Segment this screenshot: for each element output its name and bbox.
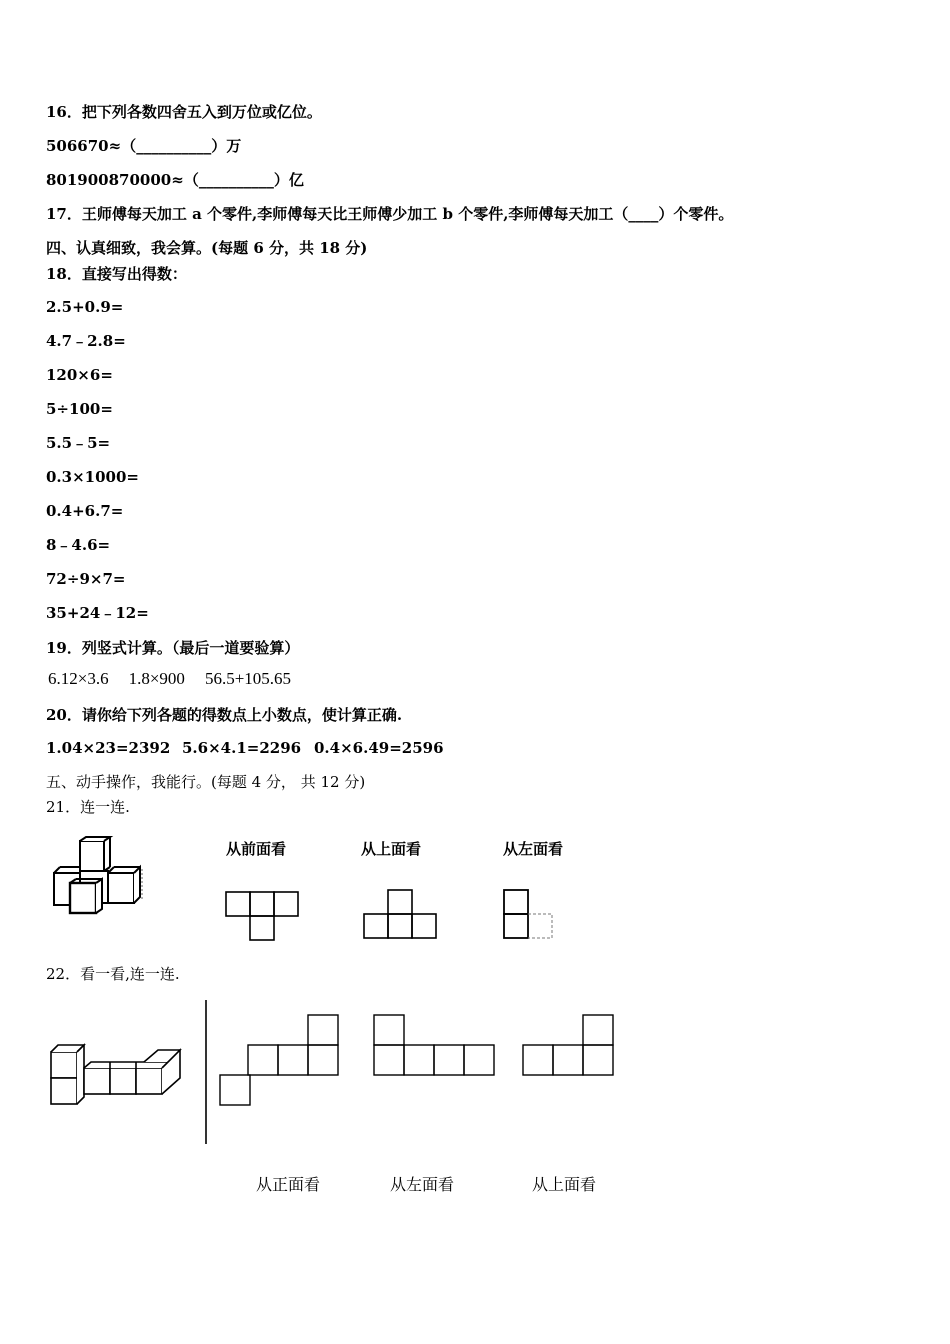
q21-left-view (502, 888, 556, 942)
q18-item: 5.5﹣5= (46, 434, 111, 452)
q19-item: 1.8×900 (128, 669, 185, 688)
q19-title: 19．列竖式计算。（最后一道要验算） (46, 639, 300, 657)
q22-view-label: 从上面看 (532, 1175, 597, 1194)
section5-title: 五、动手操作，我能行。(每题 4 分， 共 12 分) (46, 773, 366, 791)
q17-text: 17．王师傅每天加工 a 个零件,李师傅每天比王师傅少加工 b 个零件,李师傅每天加工（____）个零件。 (46, 205, 734, 223)
q18-item: 5÷100= (46, 400, 113, 418)
q21-view-label: 从左面看 (503, 840, 564, 858)
section4-title: 四、认真细致，我会算。(每题 6 分，共 18 分) (46, 239, 368, 257)
q20-title: 20．请你给下列各题的得数点上小数点，使计算正确. (46, 706, 403, 724)
q21-front-view (224, 890, 328, 942)
q22-view-c (521, 1013, 617, 1077)
q22-view-b (372, 1013, 498, 1077)
q19-item: 56.5+105.65 (204, 669, 292, 688)
q22-view-label: 从正面看 (256, 1175, 321, 1194)
q16-line1: 506670≈（__________）万 (46, 137, 242, 155)
q21-title: 21．连一连. (46, 798, 130, 816)
q19-items (48, 669, 291, 689)
q21-top-view (362, 888, 440, 942)
q16-line2: 801900870000≈（__________）亿 (46, 171, 304, 189)
q21-view-label: 从前面看 (226, 840, 287, 858)
q19-item: 6.12×3.6 (48, 669, 109, 688)
q21-view-label: 从上面看 (361, 840, 422, 858)
q20-item: 5.6×4.1=2296 (182, 739, 302, 757)
q18-item: 72÷9×7= (46, 570, 126, 588)
q22-solid-figure (48, 1042, 186, 1108)
q18-item: 4.7﹣2.8= (46, 332, 126, 350)
q18-item: 35+24﹣12= (46, 604, 149, 622)
q22-divider (204, 1000, 208, 1144)
q18-item: 120×6= (46, 366, 113, 384)
q22-view-label: 从左面看 (390, 1175, 455, 1194)
q18-item: 0.3×1000= (46, 468, 139, 486)
q18-item: 0.4+6.7= (46, 502, 124, 520)
q22-title: 22．看一看,连一连. (46, 965, 180, 983)
q18-item: 2.5+0.9= (46, 298, 124, 316)
q20-item: 1.04×23=2392 (46, 739, 171, 757)
q18-item: 8﹣4.6= (46, 536, 111, 554)
q20-item: 0.4×6.49=2596 (314, 739, 444, 757)
q18-title: 18．直接写出得数： (46, 265, 187, 283)
q21-solid-figure (50, 835, 160, 917)
q22-view-a (218, 1013, 342, 1107)
q16-title: 16．把下列各数四舍五入到万位或亿位。 (46, 103, 322, 121)
